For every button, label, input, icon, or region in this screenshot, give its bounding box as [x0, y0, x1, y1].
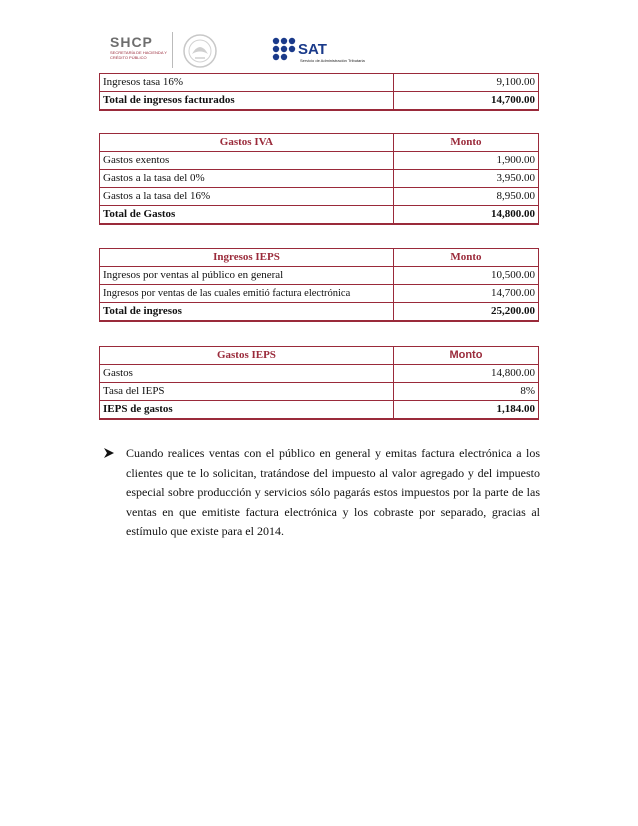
- table-row: [100, 170, 539, 188]
- total-label: Total de Gastos: [100, 206, 394, 225]
- table-row: [100, 365, 539, 383]
- table-header-row: [100, 347, 539, 365]
- table-header-row: [100, 249, 539, 267]
- total-label: IEPS de gastos: [100, 401, 394, 420]
- arrow-bullet-icon: [104, 448, 114, 458]
- table-row: [100, 267, 539, 285]
- table-row: [100, 188, 539, 206]
- row-label: Ingresos por ventas de las cuales emitió factura electrónica: [100, 285, 394, 303]
- row-label: Ingresos por ventas al público en general: [100, 267, 394, 285]
- row-label: Gastos a la tasa del 16%: [100, 188, 394, 206]
- row-amount: 14,700.00: [393, 285, 538, 303]
- column-header-concept: Gastos IEPS: [100, 347, 394, 365]
- page-header: [0, 0, 638, 70]
- row-amount: 3,950.00: [393, 170, 538, 188]
- shcp-subtitle: SECRETARÍA DE HACIENDA Y CRÉDITO PÚBLICO: [110, 50, 167, 60]
- total-amount: 14,800.00: [393, 206, 538, 225]
- column-header-amount: Monto: [393, 347, 538, 365]
- shcp-logo: [100, 34, 166, 68]
- table-row: [100, 152, 539, 170]
- row-label: Gastos exentos: [100, 152, 394, 170]
- total-row: [100, 92, 539, 111]
- table-row: [100, 383, 539, 401]
- gastos-ieps-table: [99, 346, 539, 420]
- row-label: Gastos a la tasa del 0%: [100, 170, 394, 188]
- gastos-iva-table: [99, 133, 539, 225]
- column-header-amount: Monto: [393, 134, 538, 152]
- row-amount: 8%: [393, 383, 538, 401]
- row-amount: 14,800.00: [393, 365, 538, 383]
- row-amount: 9,100.00: [393, 74, 538, 92]
- total-amount: 1,184.00: [393, 401, 538, 420]
- sat-subtitle: Servicio de Administración Tributaria: [300, 58, 365, 63]
- total-label: Total de ingresos facturados: [100, 92, 394, 111]
- total-label: Total de ingresos: [100, 303, 394, 322]
- row-amount: 1,900.00: [393, 152, 538, 170]
- total-amount: 25,200.00: [393, 303, 538, 322]
- row-label: Gastos: [100, 365, 394, 383]
- table-row: [100, 285, 539, 303]
- total-amount: 14,700.00: [393, 92, 538, 111]
- total-row: [100, 303, 539, 322]
- row-amount: 10,500.00: [393, 267, 538, 285]
- logo-divider: [172, 32, 173, 68]
- bullet-paragraph: [104, 444, 540, 542]
- sat-name: SAT: [298, 41, 327, 58]
- column-header-concept: Ingresos IEPS: [100, 249, 394, 267]
- total-row: [100, 206, 539, 225]
- column-header-amount: Monto: [393, 249, 538, 267]
- total-row: [100, 401, 539, 420]
- column-header-concept: Gastos IVA: [100, 134, 394, 152]
- table-header-row: [100, 134, 539, 152]
- ingresos-ieps-table: [99, 248, 539, 322]
- row-label: Ingresos tasa 16%: [100, 74, 394, 92]
- bullet-text: Cuando realices ventas con el público en general y emitas factura electrónica a los clientes que te lo solicitan, tratándose del impuesto al valor agregado y del impuesto especial sobre producción y servicios sólo pagarás estos impuestos por la parte de las ventas en que emitiste factura electrónica y los cobraste por separado, gracias al estímulo que existe para el 2014.: [126, 446, 540, 538]
- row-amount: 8,950.00: [393, 188, 538, 206]
- row-label: Tasa del IEPS: [100, 383, 394, 401]
- shcp-name: SHCP: [110, 34, 153, 50]
- table-row: [100, 74, 539, 92]
- national-seal-icon: [179, 32, 221, 70]
- income-summary-table: [99, 73, 539, 111]
